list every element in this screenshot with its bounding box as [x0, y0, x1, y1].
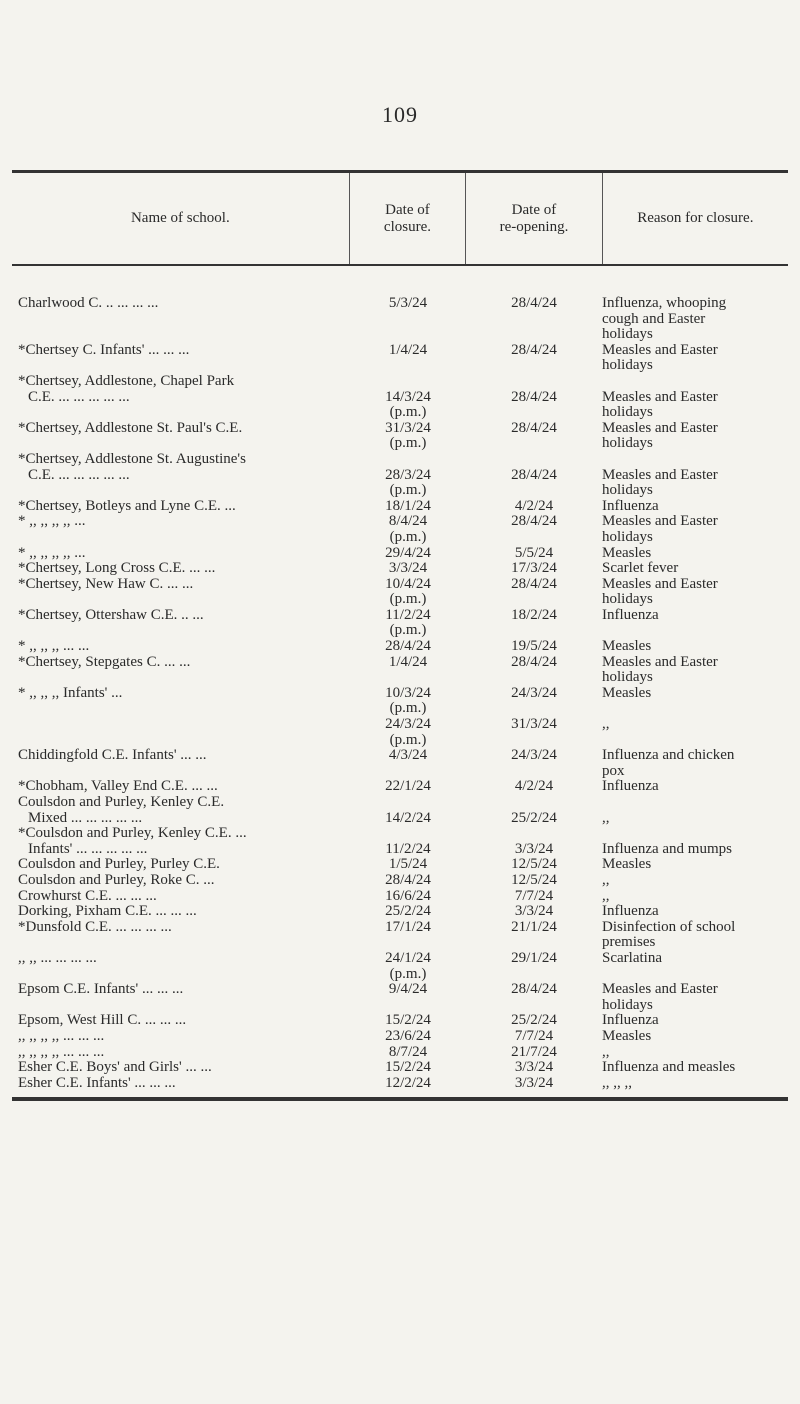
- closure-date: 28/4/24: [385, 638, 431, 655]
- reopening-date: 28/4/24: [511, 295, 557, 311]
- closure-reason: Measles and Easter holidays: [602, 575, 718, 608]
- closure-date: 11/2/24 (p.m.): [385, 606, 431, 639]
- closure-date: 10/3/24 (p.m.): [385, 684, 431, 717]
- reopening-date: 28/4/24: [511, 513, 557, 530]
- reopening-date: 12/5/24: [511, 856, 557, 873]
- closure-date: 25/2/24: [385, 903, 431, 920]
- table-row: [12, 655, 788, 686]
- closure-date: 28/4/24: [385, 871, 431, 888]
- school-name: Coulsdon and Purley, Purley C.E.: [18, 857, 220, 873]
- table-row: [12, 499, 788, 515]
- reopening-date: 18/2/24: [511, 606, 557, 623]
- table-row: [12, 343, 788, 374]
- header-name: Name of school.: [130, 210, 230, 226]
- reopening-date: 25/2/24: [511, 1012, 557, 1029]
- closure-date: 1/4/24: [388, 653, 428, 670]
- closure-reason: ,,: [602, 871, 610, 888]
- reopening-date: 3/3/24: [514, 903, 554, 920]
- table-row: [12, 795, 788, 826]
- school-name: ,, ,, ,, ,, ... ... ...: [18, 1028, 105, 1044]
- table-row: [12, 748, 788, 779]
- school-name: *Chertsey, Addlestone St. Paul's C.E.: [18, 420, 243, 436]
- reopening-date: 25/2/24: [511, 809, 557, 826]
- table-row: [12, 421, 788, 452]
- closure-date: 10/4/24 (p.m.): [385, 575, 431, 608]
- reopening-date: 24/3/24: [511, 747, 557, 764]
- closure-date: 23/6/24: [385, 1027, 431, 1044]
- table-row: [12, 1013, 788, 1029]
- school-name: *Chertsey, Addlestone, Chapel Park C.E. ... ... ... ... ...: [18, 373, 235, 405]
- school-name: ,, ,, ... ... ... ...: [18, 950, 97, 966]
- table-row: [12, 951, 788, 982]
- closure-reason: ,,: [602, 716, 610, 733]
- table-row: [12, 920, 788, 951]
- table-row: [12, 1060, 788, 1076]
- closure-date: 15/2/24: [385, 1012, 431, 1029]
- closures-table: [12, 170, 788, 1101]
- table-row: [12, 296, 788, 343]
- reopening-date: 3/3/24: [514, 1059, 554, 1076]
- reopening-date: 21/1/24: [511, 918, 557, 935]
- closure-reason: Influenza and chicken pox: [602, 747, 735, 779]
- closure-date: 28/3/24 (p.m.): [385, 466, 431, 499]
- closure-date: 1/4/24: [388, 341, 428, 358]
- closure-reason: Influenza: [602, 497, 659, 514]
- table-body: [12, 266, 788, 1091]
- reopening-date: 12/5/24: [511, 871, 557, 888]
- closure-reason: Measles and Easter holidays: [602, 513, 718, 545]
- table-row: [12, 982, 788, 1013]
- reopening-date: 28/4/24: [511, 466, 557, 483]
- reopening-date: 21/7/24: [511, 1043, 557, 1060]
- closure-reason: Influenza and measles: [602, 1059, 736, 1076]
- reopening-date: 17/3/24: [511, 560, 557, 577]
- table-row: [12, 686, 788, 717]
- school-name: Crowhurst C.E. ... ... ...: [18, 888, 157, 904]
- table-row: [12, 639, 788, 655]
- reopening-date: 7/7/24: [514, 1027, 554, 1044]
- closure-date: 12/2/24: [385, 1074, 431, 1091]
- reopening-date: 28/4/24: [511, 419, 557, 436]
- reopening-date: 28/4/24: [511, 341, 557, 358]
- table-row: [12, 577, 788, 608]
- school-name: Chiddingfold C.E. Infants' ... ...: [18, 748, 207, 764]
- closure-date: 8/7/24: [388, 1043, 428, 1060]
- school-name: *Chertsey, Long Cross C.E. ... ...: [18, 561, 216, 577]
- school-name: *Coulsdon and Purley, Kenley C.E. ... Infants' ... ... ... ... ...: [18, 826, 247, 857]
- school-name: * ,, ,, ,, Infants' ...: [18, 685, 123, 701]
- closure-date: 9/4/24: [388, 981, 428, 998]
- closure-date: 17/1/24: [385, 918, 431, 935]
- table-row: [12, 873, 788, 889]
- closure-reason: Measles: [602, 638, 652, 655]
- closure-reason: Measles: [602, 544, 652, 561]
- reopening-date: 28/4/24: [511, 981, 557, 998]
- table-row: [12, 1076, 788, 1092]
- table-row: [12, 1029, 788, 1045]
- table-bottom-rule: [12, 1097, 788, 1101]
- school-name: *Chobham, Valley End C.E. ... ...: [18, 779, 218, 795]
- table-row: [12, 779, 788, 795]
- reopening-date: 4/2/24: [514, 497, 554, 514]
- closure-date: 22/1/24: [385, 778, 431, 795]
- header-reopening: Date of re-opening.: [465, 173, 601, 264]
- header-closure: Date of closure.: [349, 173, 466, 264]
- table-row: [12, 717, 788, 748]
- closure-reason: Influenza: [602, 778, 659, 795]
- school-name: Dorking, Pixham C.E. ... ... ...: [18, 904, 197, 920]
- table-row: [12, 889, 788, 905]
- closure-reason: Measles and Easter holidays: [602, 419, 718, 452]
- school-name: *Chertsey, Ottershaw C.E. .. ...: [18, 607, 204, 623]
- closure-date: 5/3/24: [388, 295, 428, 311]
- closure-date: 16/6/24: [385, 887, 431, 904]
- table-row: [12, 514, 788, 545]
- table-header: [12, 173, 788, 264]
- closure-reason: Measles and Easter holidays: [602, 341, 718, 374]
- closure-reason: Disinfection of school premises: [602, 918, 736, 951]
- closure-reason: ,,: [602, 887, 610, 904]
- school-name: Charlwood C. .. ... ... ...: [18, 296, 159, 311]
- school-name: Epsom C.E. Infants' ... ... ...: [18, 982, 184, 998]
- school-name: Esher C.E. Infants' ... ... ...: [18, 1075, 176, 1091]
- table-row: [12, 546, 788, 562]
- school-name: Epsom, West Hill C. ... ... ...: [18, 1013, 187, 1029]
- closure-reason: Measles and Easter holidays: [602, 466, 718, 499]
- school-name: *Chertsey, New Haw C. ... ...: [18, 576, 194, 592]
- school-name: ,, ,, ,, ,, ... ... ...: [18, 1044, 105, 1060]
- table-row: [12, 452, 788, 499]
- school-name: * ,, ,, ,, ,, ...: [18, 514, 86, 530]
- school-name: [12, 717, 350, 748]
- reopening-date: 4/2/24: [514, 778, 554, 795]
- closure-reason: Measles: [602, 856, 652, 873]
- school-name: * ,, ,, ,, ,, ...: [18, 545, 86, 561]
- reopening-date: 24/3/24: [511, 684, 557, 701]
- school-name: Coulsdon and Purley, Kenley C.E. Mixed ... ... ... ... ...: [18, 795, 225, 826]
- reopening-date: 31/3/24: [511, 716, 557, 733]
- closure-date: 4/3/24: [388, 747, 428, 764]
- closure-date: 8/4/24 (p.m.): [388, 513, 428, 545]
- closure-reason: Influenza and mumps: [602, 840, 732, 857]
- school-name: *Chertsey C. Infants' ... ... ...: [18, 342, 190, 358]
- closure-reason: ,, ,, ,,: [602, 1074, 632, 1091]
- closure-reason: Measles: [602, 684, 652, 701]
- school-name: Esher C.E. Boys' and Girls' ... ...: [18, 1060, 212, 1076]
- closure-date: 24/1/24 (p.m.): [385, 949, 431, 982]
- table-row: [12, 904, 788, 920]
- closure-date: 14/2/24: [385, 809, 431, 826]
- table-row: [12, 608, 788, 639]
- school-name: * ,, ,, ,, ... ...: [18, 639, 90, 655]
- school-name: *Dunsfold C.E. ... ... ... ...: [18, 919, 172, 935]
- reopening-date: 7/7/24: [514, 887, 554, 904]
- school-name: Coulsdon and Purley, Roke C. ...: [18, 872, 215, 888]
- closure-date: 1/5/24: [388, 856, 428, 873]
- reopening-date: 3/3/24: [514, 840, 554, 857]
- table-row: [12, 857, 788, 873]
- closure-date: 11/2/24: [385, 840, 431, 857]
- table-row: [12, 561, 788, 577]
- closure-reason: Influenza, whooping cough and Easter holidays: [602, 295, 727, 343]
- closure-reason: Measles: [602, 1027, 652, 1044]
- closure-reason: Measles and Easter holidays: [602, 388, 718, 421]
- closure-date: 3/3/24: [388, 560, 428, 577]
- closure-reason: Scarlatina: [602, 949, 662, 966]
- closure-date: 15/2/24: [385, 1059, 431, 1076]
- closure-reason: Scarlet fever: [602, 560, 679, 577]
- page-number: 109: [382, 102, 418, 127]
- closure-date: 14/3/24 (p.m.): [385, 388, 431, 421]
- school-name: *Chertsey, Botleys and Lyne C.E. ...: [18, 498, 236, 514]
- closure-reason: Measles and Easter holidays: [602, 981, 718, 1013]
- closure-date: 31/3/24 (p.m.): [385, 419, 431, 452]
- school-name: *Chertsey, Addlestone St. Augustine's C.E. ... ... ... ... ...: [18, 451, 246, 483]
- school-name: *Chertsey, Stepgates C. ... ...: [18, 654, 191, 670]
- closure-date: 24/3/24 (p.m.): [385, 716, 431, 748]
- reopening-date: 28/4/24: [511, 388, 557, 405]
- table-row: [12, 374, 788, 421]
- reopening-date: 29/1/24: [511, 949, 557, 966]
- closure-reason: Measles and Easter holidays: [602, 653, 718, 686]
- table-row: [12, 1045, 788, 1061]
- closure-reason: Influenza: [602, 1012, 659, 1029]
- header-reason: Reason for closure.: [602, 173, 788, 264]
- closure-date: 29/4/24: [385, 544, 431, 561]
- closure-date: 18/1/24: [385, 497, 431, 514]
- reopening-date: 28/4/24: [511, 575, 557, 592]
- reopening-date: 28/4/24: [511, 653, 557, 670]
- reopening-date: 3/3/24: [514, 1074, 554, 1091]
- table-row: [12, 826, 788, 857]
- closure-reason: Influenza: [602, 606, 659, 623]
- closure-reason: ,,: [602, 1043, 610, 1060]
- reopening-date: 5/5/24: [514, 544, 554, 561]
- reopening-date: 19/5/24: [511, 638, 557, 655]
- closure-reason: Influenza: [602, 903, 659, 920]
- closure-reason: ,,: [602, 809, 610, 826]
